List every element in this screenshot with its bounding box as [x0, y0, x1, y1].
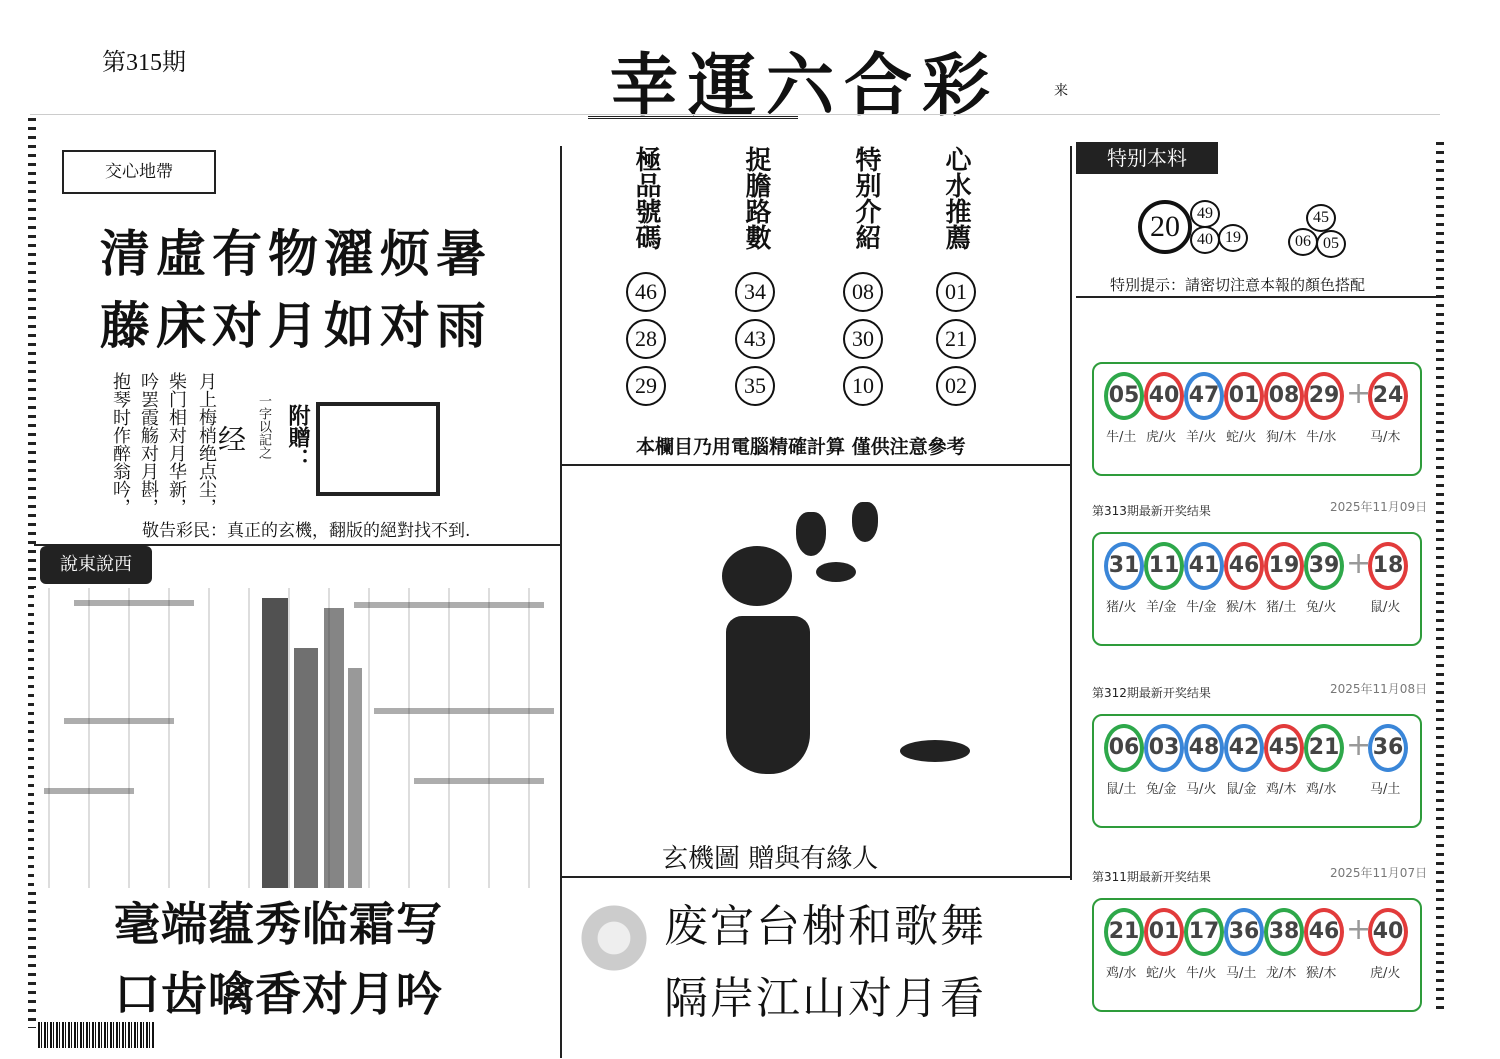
poem-line-2: 藤床对月如对雨 — [100, 297, 492, 355]
zodiac-label: 牛/水 — [1306, 430, 1337, 445]
zodiac-label: 狗/木 — [1266, 430, 1297, 445]
pick-number: 29 — [626, 366, 666, 406]
barcode — [38, 1022, 154, 1048]
pick-number: 02 — [936, 366, 976, 406]
illustration-caption: 玄機圖 贈與有緣人 — [662, 844, 879, 874]
plus-icon: + — [1346, 546, 1372, 581]
pick-number: 43 — [735, 319, 775, 359]
zodiac-label: 兔/金 — [1146, 782, 1177, 797]
middle-poem-line-1: 废宫台榭和歌舞 — [664, 901, 986, 952]
riddle-instruction: 一字以記之 — [256, 394, 271, 459]
section-badge-shuodong: 說東說西 — [40, 546, 152, 584]
result-date: 2025年11月09日 — [1330, 500, 1428, 514]
flower-bud-icon — [796, 512, 826, 556]
vase-illustration — [726, 616, 810, 774]
divider-right-h — [1076, 296, 1438, 298]
zodiac-label: 鸡/木 — [1266, 782, 1297, 797]
page-title: 幸運六合彩 — [610, 46, 1001, 126]
number-ball: 21 — [1104, 908, 1144, 956]
number-ball: 03 — [1144, 724, 1184, 772]
number-ball: 08 — [1264, 372, 1304, 420]
riddle-hint-char: 经 — [218, 423, 247, 456]
pick-number: 01 — [936, 272, 976, 312]
zodiac-label: 兔/火 — [1306, 600, 1337, 615]
flower-icon — [722, 546, 792, 606]
number-ball: 42 — [1224, 724, 1264, 772]
zodiac-label: 马/土 — [1370, 782, 1401, 797]
zodiac-label: 鼠/金 — [1226, 782, 1257, 797]
special-small-number: 06 — [1288, 228, 1318, 256]
zodiac-label: 牛/土 — [1106, 430, 1137, 445]
pick-number: 10 — [843, 366, 883, 406]
zodiac-label: 牛/火 — [1186, 966, 1217, 981]
leaf-icon — [816, 562, 856, 582]
calculation-note: 本欄目乃用電腦精確計算 僅供注意參考 — [636, 436, 966, 458]
zodiac-label: 鼠/土 — [1106, 782, 1137, 797]
section-badge-special: 特别本料 — [1076, 142, 1218, 174]
zodiac-label: 蛇/火 — [1146, 966, 1177, 981]
flower-bud-icon — [852, 502, 878, 542]
zodiac-label: 马/土 — [1226, 966, 1257, 981]
zodiac-label: 马/木 — [1370, 430, 1401, 445]
number-ball: 17 — [1184, 908, 1224, 956]
column-header: 極品號碼 — [631, 146, 661, 250]
column-header: 捉膽路數 — [741, 146, 771, 250]
number-ball: 01 — [1224, 372, 1264, 420]
result-date: 2025年11月08日 — [1330, 682, 1428, 696]
divider-right — [1070, 146, 1072, 880]
number-ball: 41 — [1184, 542, 1224, 590]
number-ball: 36 — [1224, 908, 1264, 956]
pick-number: 46 — [626, 272, 666, 312]
zodiac-label: 牛/金 — [1186, 600, 1217, 615]
title-flourish — [588, 116, 798, 133]
divider-mid-h2 — [562, 876, 1070, 878]
pick-number: 35 — [735, 366, 775, 406]
column-header: 心水推薦 — [941, 146, 971, 250]
result-period: 第311期最新开奖结果 — [1092, 870, 1211, 884]
zodiac-label: 鸡/水 — [1306, 782, 1337, 797]
pick-number: 28 — [626, 319, 666, 359]
number-ball: 40 — [1144, 372, 1184, 420]
number-ball: 47 — [1184, 372, 1224, 420]
right-vine-border — [1436, 142, 1444, 1012]
divider-mid-h1 — [562, 464, 1070, 466]
zodiac-label: 鼠/火 — [1370, 600, 1401, 615]
notice-text: 敬告彩民：真正的玄機，翻版的絕對找不到. — [142, 521, 471, 541]
zodiac-label: 羊/火 — [1186, 430, 1217, 445]
top-rule — [30, 114, 1440, 115]
small-poem-col: 吟罢霞觞对月斟， — [138, 372, 159, 516]
special-ball: 36 — [1368, 724, 1408, 772]
zodiac-label: 蛇/火 — [1226, 430, 1257, 445]
number-ball: 31 — [1104, 542, 1144, 590]
zodiac-label: 虎/火 — [1146, 430, 1177, 445]
leaf-icon — [900, 740, 970, 762]
riddle-label: 附贈： — [285, 404, 310, 470]
special-small-number: 45 — [1306, 204, 1336, 232]
number-ball: 05 — [1104, 372, 1144, 420]
special-big-number: 20 — [1138, 200, 1192, 254]
column-header: 特别介紹 — [851, 146, 881, 250]
plus-icon: + — [1346, 376, 1372, 411]
bottom-poem-line-2: 口齿噙香对月吟 — [114, 967, 443, 1021]
number-ball: 46 — [1224, 542, 1264, 590]
number-ball: 38 — [1264, 908, 1304, 956]
special-ball: 18 — [1368, 542, 1408, 590]
number-ball: 29 — [1304, 372, 1344, 420]
special-small-number: 19 — [1218, 224, 1248, 252]
small-poem-col: 月上梅梢绝点尘， — [196, 372, 217, 516]
number-ball: 19 — [1264, 542, 1304, 590]
riddle-answer-box — [316, 402, 440, 496]
special-ball: 24 — [1368, 372, 1408, 420]
result-date: 2025年11月07日 — [1330, 866, 1428, 880]
special-small-number: 40 — [1190, 226, 1220, 254]
pick-number: 34 — [735, 272, 775, 312]
small-poem-col: 柴门相对月华新， — [166, 372, 187, 516]
zodiac-label: 虎/火 — [1370, 966, 1401, 981]
number-ball: 11 — [1144, 542, 1184, 590]
taiji-icon — [576, 900, 652, 976]
left-vine-border — [28, 118, 36, 1028]
pick-number: 30 — [843, 319, 883, 359]
section-badge-jiaoxin: 交心地帶 — [62, 150, 216, 194]
zodiac-label: 羊/金 — [1146, 600, 1177, 615]
plus-icon: + — [1346, 912, 1372, 947]
middle-poem-line-2: 隔岸江山对月看 — [664, 973, 986, 1024]
zodiac-label: 猴/木 — [1226, 600, 1257, 615]
zodiac-label: 马/火 — [1186, 782, 1217, 797]
number-ball: 06 — [1104, 724, 1144, 772]
special-ball: 40 — [1368, 908, 1408, 956]
number-ball: 48 — [1184, 724, 1224, 772]
pick-number: 08 — [843, 272, 883, 312]
zodiac-label: 猪/火 — [1106, 600, 1137, 615]
scanned-text-block — [34, 588, 558, 888]
pick-number: 21 — [936, 319, 976, 359]
result-period: 第312期最新开奖结果 — [1092, 686, 1211, 700]
number-ball: 21 — [1304, 724, 1344, 772]
zodiac-label: 鸡/水 — [1106, 966, 1137, 981]
number-ball: 01 — [1144, 908, 1184, 956]
number-ball: 45 — [1264, 724, 1304, 772]
poem-line-1: 清虛有物濯烦暑 — [100, 225, 492, 283]
special-small-number: 49 — [1190, 200, 1220, 228]
zodiac-label: 猴/木 — [1306, 966, 1337, 981]
special-small-number: 05 — [1316, 230, 1346, 258]
color-hint: 特別提示：請密切注意本報的顏色搭配 — [1110, 276, 1366, 294]
small-poem-col: 抱琴时作醉翁吟， — [110, 372, 131, 516]
zodiac-label: 龙/木 — [1266, 966, 1297, 981]
divider-left — [560, 146, 562, 1058]
number-ball: 39 — [1304, 542, 1344, 590]
plus-icon: + — [1346, 728, 1372, 763]
issue-number: 第315期 — [102, 50, 186, 76]
result-period: 第313期最新开奖结果 — [1092, 504, 1211, 518]
zodiac-label: 猪/土 — [1266, 600, 1297, 615]
bottom-poem-line-1: 毫端蕴秀临霜写 — [114, 897, 443, 951]
number-ball: 46 — [1304, 908, 1344, 956]
title-tag: 来 — [1054, 83, 1068, 99]
